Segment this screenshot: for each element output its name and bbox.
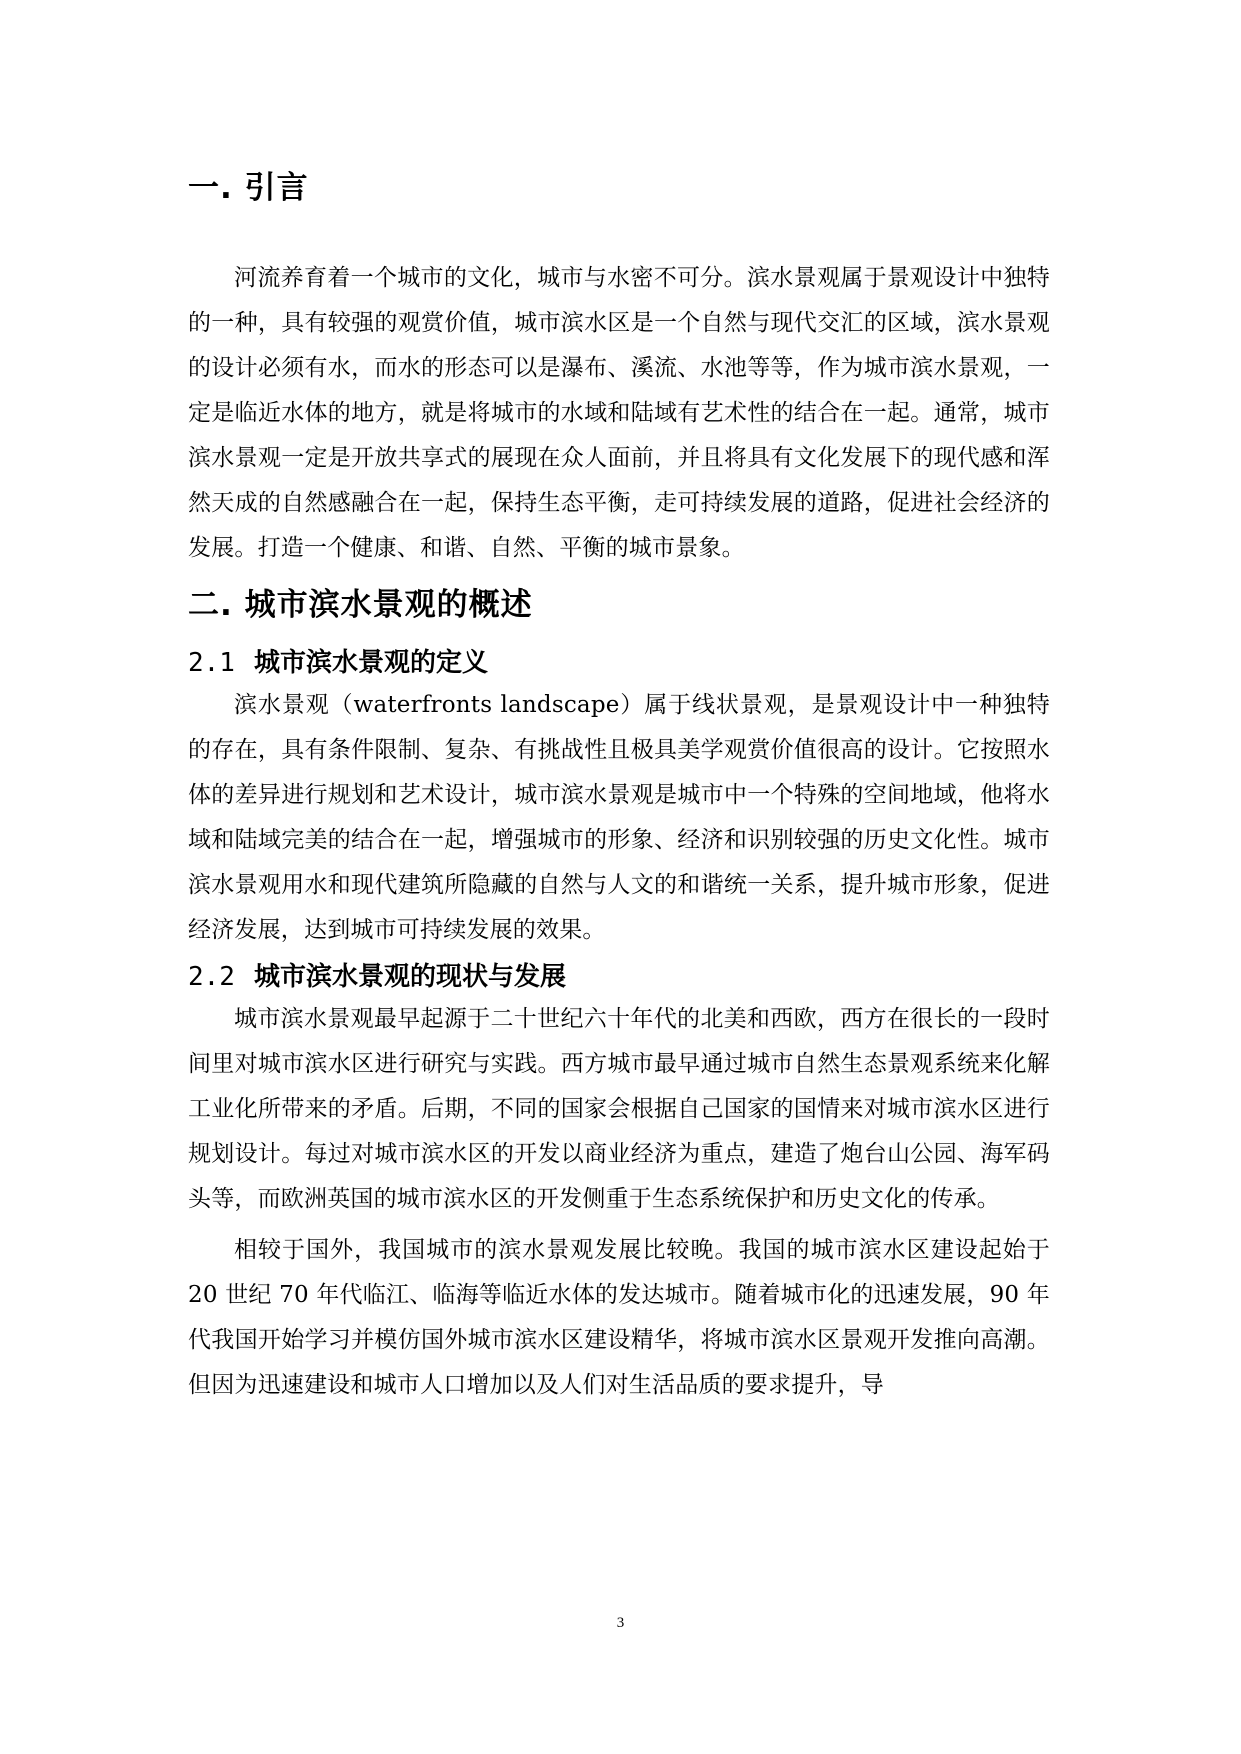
status-paragraph-1: 城市滨水景观最早起源于二十世纪六十年代的北美和西欧，西方在很长的一段时间里对城市滨水区进行研究与实践。西方城市最早通过城市自然生态景观系统来化解工业化所带来的矛盾。后期，不同的国家会根据自己国家的国情来对城市滨水区进行规划设计。每过对城市滨水区的开发以商业经济为重点，建造了炮台山公园、海军码头等，而欧洲英国的城市滨水区的开发侧重于生态系统保护和历史文化的传承。: [188, 1006, 1050, 1212]
subsection-heading-definition: [188, 643, 1050, 683]
subsection-title: 城市滨水景观的定义: [254, 648, 489, 678]
introduction-paragraph: 河流养育着一个城市的文化，城市与水密不可分。滨水景观属于景观设计中独特的一种，具有较强的观赏价值，城市滨水区是一个自然与现代交汇的区域，滨水景观的设计必须有水，而水的形态可以是瀑布、溪流、水池等等，作为城市滨水景观，一定是临近水体的地方，就是将城市的水域和陆域有艺术性的结合在一起。通常，城市滨水景观一定是开放共享式的展现在众人面前，并且将具有文化发展下的现代感和浑然天成的自然感融合在一起，保持生态平衡，走可持续发展的道路，促进社会经济的发展。打造一个健康、和谐、自然、平衡的城市景象。: [188, 265, 1050, 561]
section-heading-introduction: 一. 引言: [188, 170, 309, 206]
subsection-heading-status: [188, 957, 1050, 997]
status-paragraph-2: 相较于国外，我国城市的滨水景观发展比较晚。我国的城市滨水区建设起始于 20 世纪 70 年代临江、临海等临近水体的发达城市。随着城市化的迅速发展，90 年代我国开始学习并模仿国外城市滨水区建设精华，将城市滨水区景观开发推向高潮。但因为迅速建设和城市人口增加以及人们对生活品质的要求提升，导: [188, 1237, 1050, 1398]
section-heading-overview: 二. 城市滨水景观的概述: [188, 587, 533, 623]
page-number: 3: [616, 1615, 625, 1631]
subsection-title: 城市滨水景观的现状与发展: [254, 962, 567, 992]
page-content: [188, 168, 1050, 1408]
subsection-number: 2.2: [188, 962, 235, 992]
definition-paragraph: 滨水景观（waterfronts landscape）属于线状景观，是景观设计中一种独特的存在，具有条件限制、复杂、有挑战性且极具美学观赏价值很高的设计。它按照水体的差异进行规划和艺术设计，城市滨水景观是城市中一个特殊的空间地域，他将水域和陆域完美的结合在一起，增强城市的形象、经济和识别较强的历史文化性。城市滨水景观用水和现代建筑所隐藏的自然与人文的和谐统一关系，提升城市形象，促进经济发展，达到城市可持续发展的效果。: [188, 692, 1050, 943]
subsection-number: 2.1: [188, 648, 235, 678]
